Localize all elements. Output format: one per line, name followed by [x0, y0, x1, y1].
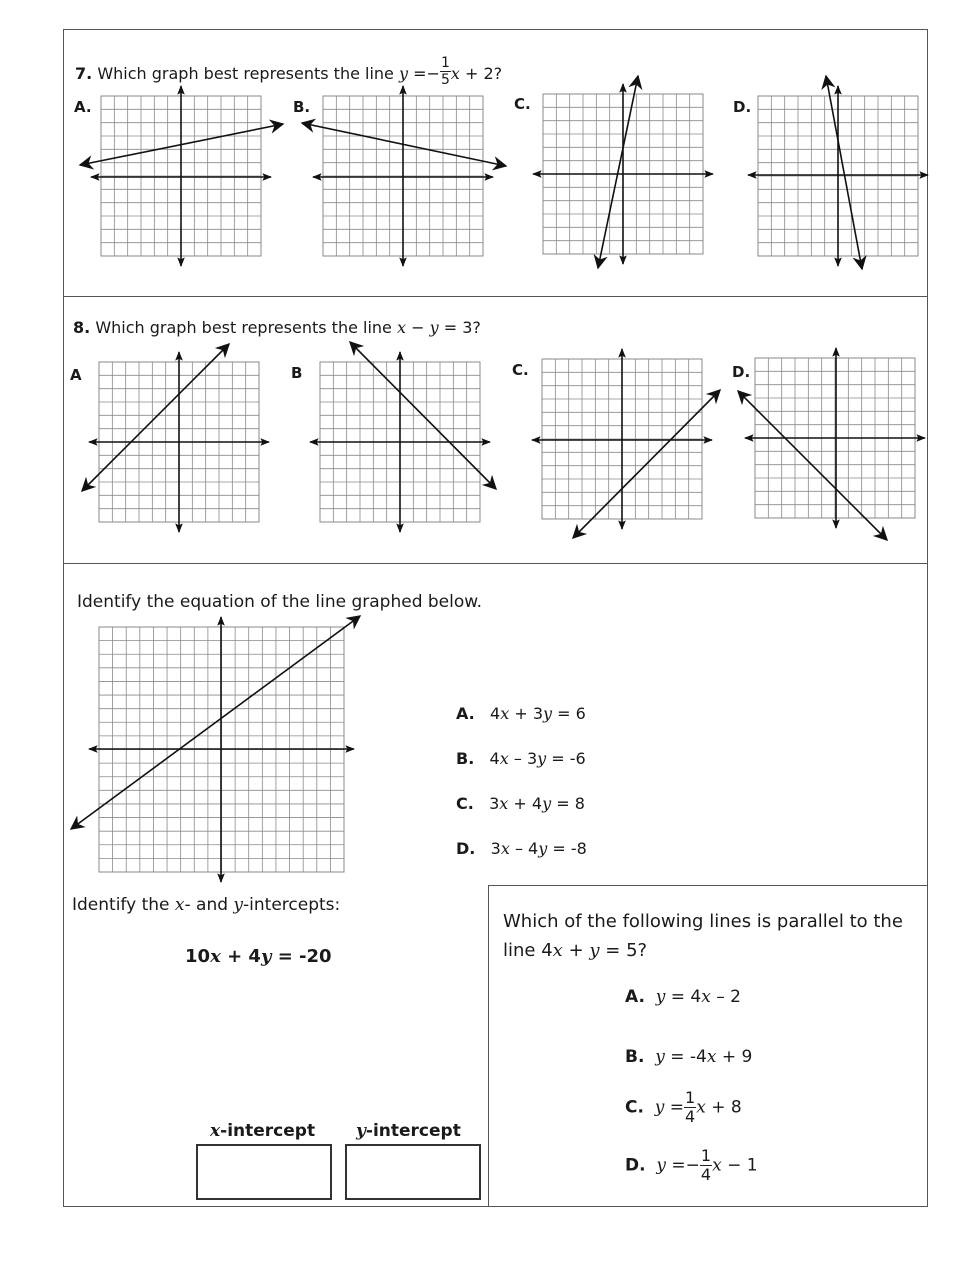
q7-graph-b	[302, 86, 506, 266]
q11-line2-y: y	[589, 940, 600, 961]
q7-eq-numerator: 1	[440, 55, 450, 71]
q8-label-d: D.	[732, 363, 751, 381]
q9-option-b-y: y	[537, 749, 547, 768]
q9-option-b-coef: 4	[489, 749, 500, 768]
q10-equation	[185, 946, 332, 967]
x-intercept-answer-box[interactable]	[196, 1144, 332, 1200]
q8-eq-minus: −	[411, 318, 425, 337]
q9-option-b-letter: B.	[456, 749, 475, 768]
q11-option-a-letter: A.	[625, 987, 645, 1007]
q7-graph-d	[748, 76, 928, 269]
q11-line2-plus: +	[568, 940, 584, 961]
q11-option-d-letter: D.	[625, 1155, 646, 1176]
q11-option-a-y: y	[655, 987, 666, 1007]
question-8-prompt: Which graph best represents the line	[95, 318, 392, 337]
question-8-number: 8.	[73, 318, 91, 337]
q10-eq-y: y	[260, 946, 272, 967]
q9-option-b-rhs: = -6	[551, 749, 586, 768]
q11-option-b[interactable]	[625, 1047, 752, 1067]
q9-option-a-coef: 4	[490, 704, 501, 723]
q8-graph-a	[82, 344, 269, 532]
q11-option-d-eq: =	[671, 1155, 686, 1176]
q10-prompt-x: x	[174, 895, 185, 915]
q11-option-a-x: x	[701, 987, 711, 1007]
q11-option-b-mid: = -4	[670, 1047, 707, 1067]
q9-option-c-coef: 3	[489, 794, 500, 813]
q8-eq-tail: = 3?	[443, 318, 481, 337]
q8-graph-c	[532, 349, 720, 538]
q7-eq-equals: =	[413, 64, 427, 83]
q11-option-a-mid: = 4	[670, 987, 702, 1007]
q9-option-a-op: + 3	[514, 704, 544, 723]
q7-eq-x: x	[450, 64, 460, 83]
q9-option-b-x: x	[499, 749, 509, 768]
q11-option-b-x: x	[706, 1047, 717, 1067]
q11-option-d-y: y	[656, 1155, 666, 1176]
q11-option-c-tail: + 8	[711, 1097, 742, 1118]
q11-option-c[interactable]	[625, 1090, 742, 1125]
q10-prompt-b: - and	[184, 895, 229, 915]
q9-option-b[interactable]	[456, 749, 586, 768]
q11-option-a[interactable]	[625, 987, 741, 1007]
x-intercept-label	[210, 1121, 315, 1141]
y-intercept-text: -intercept	[365, 1121, 461, 1141]
q7-graph-c-plotted-line	[598, 76, 638, 268]
q10-prompt-a: Identify the	[72, 895, 170, 915]
question-11-line2	[503, 940, 647, 961]
x-intercept-text: -intercept	[220, 1121, 316, 1141]
q8-eq-x: x	[396, 318, 407, 337]
q11-option-c-num: 1	[685, 1088, 696, 1107]
q7-eq-y: y	[398, 64, 409, 83]
q9-option-a-rhs: = 6	[557, 704, 586, 723]
q7-label-b: B.	[293, 98, 311, 116]
q10-eq-mid: + 4	[227, 946, 261, 967]
q10-eq-x: x	[210, 946, 221, 967]
question-7-text	[75, 55, 503, 88]
q9-option-c[interactable]	[456, 794, 585, 813]
q11-option-c-eq: =	[669, 1097, 685, 1118]
q9-option-a-y: y	[543, 704, 553, 723]
q9-option-d-rhs: = -8	[552, 839, 587, 858]
q11-option-b-letter: B.	[625, 1047, 645, 1067]
q11-option-d-x: x	[712, 1155, 722, 1176]
q7-label-c: C.	[514, 95, 531, 113]
q11-option-d[interactable]	[625, 1148, 758, 1183]
q9-graph	[71, 616, 360, 882]
q10-prompt-y: y	[233, 895, 244, 915]
q7-graph-a	[80, 86, 283, 266]
q9-option-c-rhs: = 8	[556, 794, 585, 813]
q9-option-d[interactable]	[456, 839, 587, 858]
q11-option-b-tail: + 9	[721, 1047, 753, 1067]
q7-eq-denominator: 5	[440, 72, 450, 88]
q9-option-c-op: + 4	[513, 794, 543, 813]
q11-option-c-den: 4	[685, 1107, 696, 1126]
q8-eq-y: y	[429, 318, 439, 337]
q9-option-c-x: x	[499, 794, 509, 813]
q11-line2-a: line 4	[503, 940, 553, 961]
q11-option-b-y: y	[655, 1047, 665, 1067]
q11-option-c-y: y	[654, 1097, 665, 1118]
q7-graph-c	[533, 76, 713, 268]
q9-option-d-x: x	[500, 839, 510, 858]
q9-option-a[interactable]	[456, 704, 586, 723]
q7-graph-b-plotted-line	[302, 123, 506, 166]
q9-option-d-coef: 3	[490, 839, 501, 858]
q11-line2-rhs: = 5?	[605, 940, 648, 961]
q10-prompt-c: -intercepts:	[243, 895, 341, 915]
q9-option-d-op: – 4	[514, 839, 539, 858]
q9-option-c-letter: C.	[456, 794, 474, 813]
q9-option-a-letter: A.	[456, 704, 475, 723]
q9-option-d-letter: D.	[456, 839, 476, 858]
question-7-prompt: Which graph best represents the line	[97, 64, 394, 83]
y-intercept-label	[356, 1121, 461, 1141]
q11-option-c-x: x	[696, 1097, 706, 1118]
q11-option-a-tail: – 2	[716, 987, 741, 1007]
y-intercept-answer-box[interactable]	[345, 1144, 481, 1200]
question-9-prompt: Identify the equation of the line graphed below.	[77, 592, 483, 612]
q10-eq-rhs: = -20	[277, 946, 332, 967]
q8-graph-b	[310, 342, 496, 532]
q8-label-c: C.	[512, 361, 529, 379]
q7-label-a: A.	[74, 98, 92, 116]
q11-option-d-sign: −	[685, 1155, 700, 1176]
q11-option-d-fraction	[700, 1148, 712, 1183]
question-10-prompt	[72, 895, 340, 915]
q11-option-d-den: 4	[700, 1165, 712, 1184]
q9-option-a-x: x	[500, 704, 510, 723]
q7-eq-tail: + 2?	[464, 64, 503, 83]
q11-option-d-num: 1	[700, 1146, 712, 1165]
question-8-text	[73, 318, 481, 337]
q10-eq-coef: 10	[185, 946, 211, 967]
q11-option-d-tail: − 1	[727, 1155, 758, 1176]
q8-graph-d	[738, 348, 925, 540]
q9-option-c-y: y	[542, 794, 552, 813]
q7-graph-d-plotted-line	[826, 76, 862, 269]
q7-eq-fraction	[440, 56, 451, 87]
q7-eq-minus: −	[426, 64, 440, 83]
q9-option-b-op: – 3	[513, 749, 538, 768]
q11-option-c-letter: C.	[625, 1097, 644, 1118]
q7-label-d: D.	[733, 98, 752, 116]
question-7-number: 7.	[75, 64, 93, 83]
y-intercept-var: y	[356, 1121, 366, 1141]
question-11-line1: Which of the following lines is parallel to the	[503, 911, 903, 932]
q9-option-d-y: y	[538, 839, 548, 858]
q11-line2-x: x	[552, 940, 563, 961]
q8-label-b: B	[291, 364, 303, 382]
q11-option-c-fraction	[684, 1090, 696, 1125]
x-intercept-var: x	[210, 1121, 221, 1141]
q8-label-a: A	[70, 366, 82, 384]
